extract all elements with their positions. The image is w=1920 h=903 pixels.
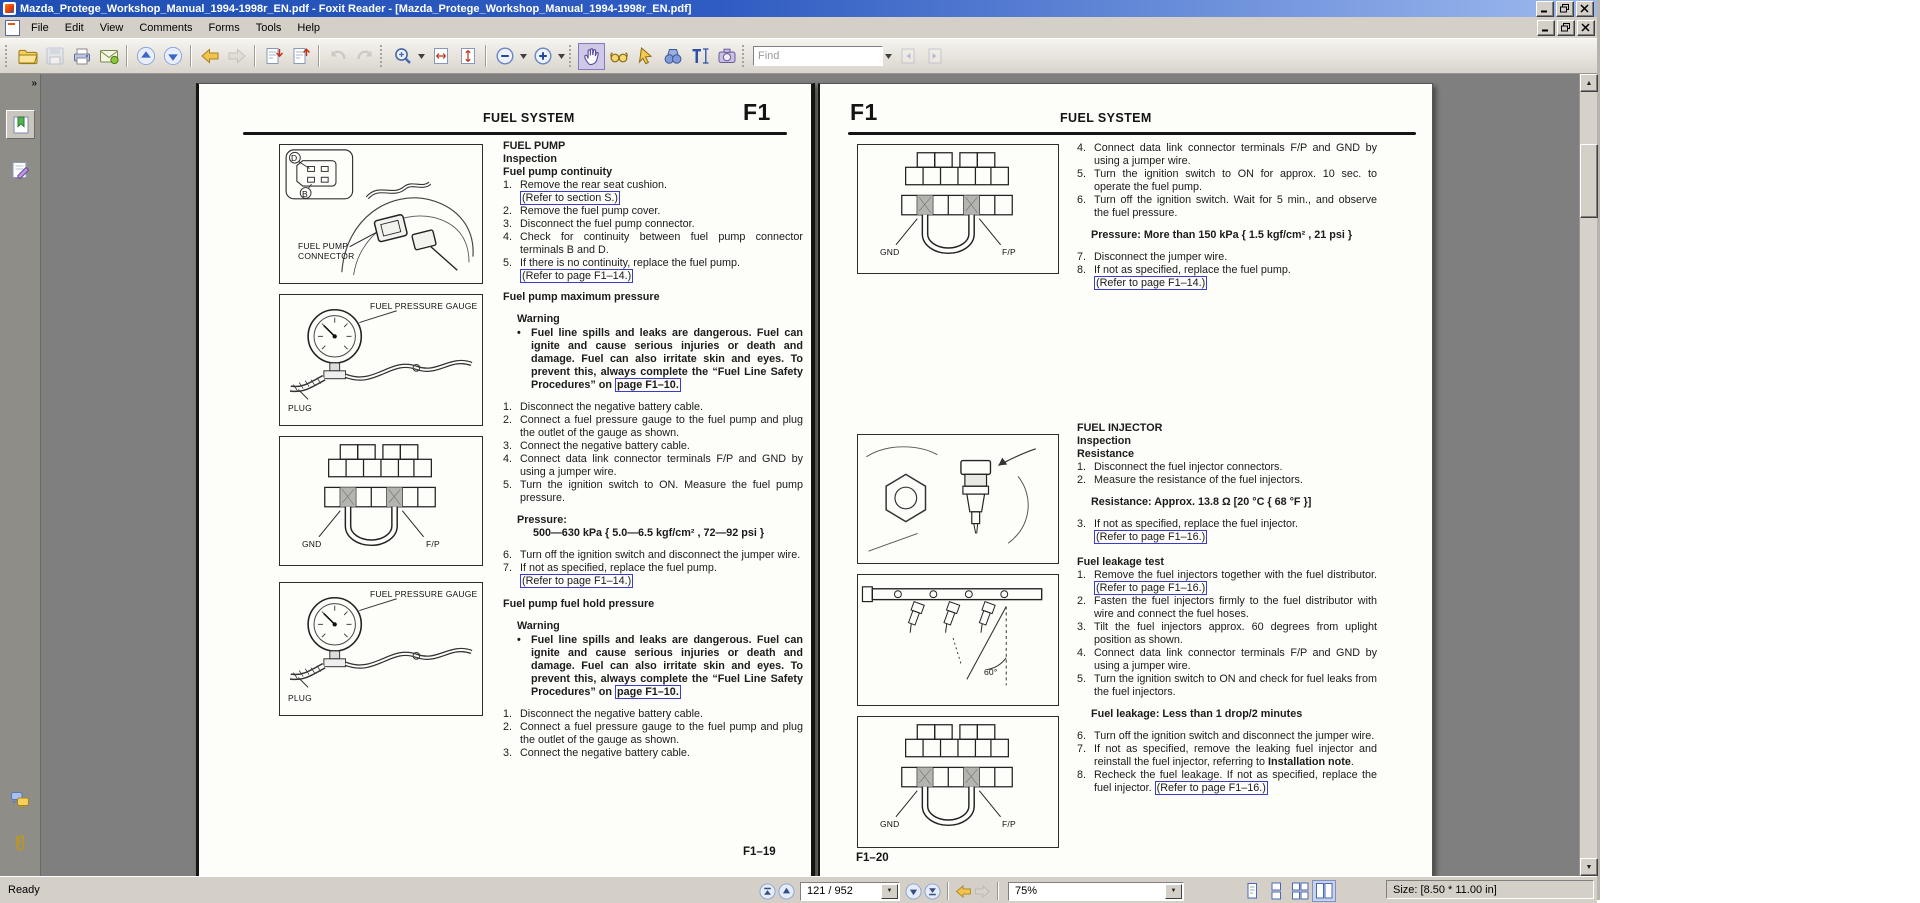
- glasses-icon: [608, 45, 630, 67]
- facing-layout-button[interactable]: [1312, 880, 1336, 902]
- figure-label: CONNECTOR: [298, 251, 355, 261]
- list-item: 2. Measure the resistance of the fuel injectors.: [1077, 474, 1303, 486]
- find-input[interactable]: [753, 46, 883, 66]
- list-item: 6. Turn off the ignition switch. Wait for 5 min., and observe the fuel pressure.: [1077, 194, 1377, 219]
- text-select-icon: [689, 45, 711, 67]
- list-item: 6. Turn off the ignition switch and disconnect the jumper wire.: [503, 549, 801, 561]
- toolbar-grip: [5, 45, 11, 67]
- comments-panel-button[interactable]: [6, 156, 33, 183]
- redo-button[interactable]: [351, 43, 378, 70]
- warning-text: Fuel line spills and leaks are dangerous. Fuel can ignite and cause serious injuries or death and damage. Fuel can also irritate skin and eyes. To prevent this, always complete the “Fuel Line Safety Procedures” on: [531, 634, 803, 698]
- figure-label: GND: [302, 539, 322, 549]
- last-page-button[interactable]: [923, 882, 942, 901]
- warning-block: Warning • Fuel line spills and leaks are dangerous. Fuel can ignite and cause serious injuries or death and damage. Fuel can also irritate skin and eyes. To prevent this, always complete the “Fuel Line Safety Procedures” on page F1–10.: [517, 620, 803, 698]
- heading: Fuel pump fuel hold pressure: [503, 598, 655, 610]
- figure-label: FUEL PRESSURE GAUGE: [370, 589, 478, 599]
- toolbar-separator: [485, 45, 487, 67]
- menu-bar: [0, 17, 1597, 38]
- paperclip-icon: [9, 832, 31, 854]
- zoom-in-dropdown[interactable]: [556, 44, 567, 69]
- previous-page-button[interactable]: [777, 882, 796, 901]
- toolbar-grip: [380, 45, 386, 67]
- figure-fuel-pressure-gauge: [279, 582, 483, 716]
- status-bar: [0, 876, 1597, 903]
- redo-icon: [354, 45, 376, 67]
- list-item: 3. Connect the negative battery cable.: [503, 747, 690, 759]
- print-icon: [71, 45, 93, 67]
- heading: Inspection: [503, 153, 557, 165]
- email-button[interactable]: [95, 43, 122, 70]
- zoom-level-field[interactable]: 75% ▼: [1008, 882, 1184, 901]
- chevron-down-icon: [520, 54, 527, 59]
- document-area[interactable]: [41, 74, 1579, 876]
- continuous-pages-icon: [1266, 882, 1286, 900]
- list-item: 4. Connect data link connector terminals F/P and GND by using a jumper wire.: [503, 453, 803, 478]
- fit-width-icon: [430, 45, 452, 67]
- back-arrow-icon: [954, 882, 973, 901]
- zoom-out-icon: [494, 45, 516, 67]
- page-number: F1–20: [856, 852, 889, 864]
- list-item: 4. Connect data link connector terminals F/P and GND by using a jumper wire.: [1077, 647, 1377, 672]
- page-size-label: Size: [8.50 * 11.00 in]: [1386, 880, 1594, 899]
- heading: Inspection: [1077, 435, 1131, 447]
- next-view-button[interactable]: [973, 882, 992, 901]
- list-item: 2. Connect a fuel pressure gauge to the fuel pump and plug the outlet of the gauge as shown.: [503, 721, 803, 746]
- spec-line: Resistance: Approx. 13.8 Ω [20 °C { 68 °F }]: [1091, 496, 1312, 508]
- warning-title: Warning: [517, 313, 560, 325]
- open-folder-icon: [17, 45, 39, 67]
- heading: FUEL PUMP: [503, 140, 566, 152]
- last-page-icon: [924, 883, 941, 900]
- list-item: 2. Remove the fuel pump cover.: [503, 205, 661, 217]
- figure-label: F/P: [1002, 247, 1016, 257]
- page-number: F1–19: [743, 846, 776, 858]
- zoom-out-dropdown[interactable]: [518, 44, 529, 69]
- next-page-icon: [905, 883, 922, 900]
- list-item: 3. Connect the negative battery cable.: [503, 440, 690, 452]
- fit-page-button[interactable]: [454, 43, 481, 70]
- figure-label: GND: [880, 247, 900, 257]
- restore-button[interactable]: [1556, 1, 1574, 17]
- list-item: 5. Turn the ignition switch to ON for approx. 10 sec. to operate the fuel pump.: [1077, 168, 1377, 193]
- expand-panel-icon[interactable]: »: [31, 78, 37, 89]
- header-rule: [243, 132, 787, 135]
- window-title: Mazda_Protege_Workshop_Manual_1994-1998r_EN.pdf - Foxit Reader - [Mazda_Protege_Workshop_Manual_1994-1998r_EN.pdf]: [20, 2, 692, 15]
- chevron-down-icon[interactable]: ▼: [1165, 884, 1182, 899]
- figure-label: PLUG: [288, 403, 312, 413]
- first-page-icon: [759, 883, 776, 900]
- fit-page-icon: [457, 45, 479, 67]
- statusbar-separator: [997, 882, 999, 900]
- list-item: 6. Turn off the ignition switch and disconnect the jumper wire.: [1077, 730, 1375, 742]
- fit-width-button[interactable]: [427, 43, 454, 70]
- pdf-page-right: [818, 83, 1433, 876]
- list-item: 7. If not as specified, replace the fuel pump.: [503, 562, 717, 574]
- mdi-minimize-button[interactable]: [1537, 20, 1555, 36]
- foxit-app-icon: [3, 2, 16, 15]
- toolbar-separator: [254, 45, 256, 67]
- figure-data-link-connector: [279, 436, 483, 566]
- bookmarks-panel-button[interactable]: [6, 110, 35, 139]
- list-item: 3. If not as specified, replace the fuel injector.: [1077, 518, 1299, 530]
- continuous-layout-button[interactable]: [1264, 880, 1288, 902]
- zoom-in-button[interactable]: [529, 43, 556, 70]
- figure-fuel-pump-connector: [279, 144, 483, 284]
- heading: Resistance: [1077, 448, 1135, 460]
- pdf-page-left: [196, 83, 815, 876]
- list-item: 8. If not as specified, replace the fuel pump.: [1077, 264, 1291, 276]
- forward-arrow-icon: [226, 45, 248, 67]
- hand-tool-button[interactable]: [578, 43, 605, 70]
- heading: Fuel leakage test: [1077, 556, 1165, 568]
- next-page-button[interactable]: [159, 43, 186, 70]
- list-item: 4. Connect data link connector terminals F/P and GND by using a jumper wire.: [1077, 142, 1377, 167]
- menu-forms[interactable]: Forms: [208, 21, 240, 34]
- menu-help[interactable]: Help: [297, 21, 321, 34]
- page-title: FUEL SYSTEM: [1060, 111, 1152, 125]
- navigation-sidebar: [0, 74, 41, 876]
- section-code: F1: [743, 99, 771, 125]
- figure-label: PLUG: [288, 693, 312, 703]
- text-column: [1077, 142, 1377, 795]
- list-item: 5. If there is no continuity, replace the fuel pump.: [503, 257, 741, 269]
- search-button[interactable]: [659, 43, 686, 70]
- select-tool-button[interactable]: [632, 43, 659, 70]
- figure-fuel-injector: [857, 434, 1059, 564]
- save-icon: [44, 45, 66, 67]
- figure-fuel-pressure-gauge: [279, 294, 483, 426]
- text-select-button[interactable]: [686, 43, 713, 70]
- title-bar: [0, 0, 1597, 17]
- attachments-button[interactable]: [6, 829, 33, 856]
- list-item: 3. Tilt the fuel injectors approx. 60 degrees from uplight position as shown.: [1077, 621, 1377, 646]
- bookmarks-icon: [10, 114, 32, 136]
- hand-tool-icon: [581, 45, 603, 67]
- snapshot-button[interactable]: [713, 43, 740, 70]
- scrollbar-thumb[interactable]: [1580, 144, 1598, 218]
- statusbar-separator: [947, 882, 949, 900]
- undo-button[interactable]: [324, 43, 351, 70]
- status-text: Ready: [8, 884, 40, 896]
- find-next-icon: [924, 45, 946, 67]
- list-item: 1. Disconnect the fuel injector connectors.: [1077, 461, 1283, 473]
- comment-bubbles-icon: [9, 789, 31, 811]
- list-item: 3. Disconnect the fuel pump connector.: [503, 218, 695, 230]
- warning-text: Fuel line spills and leaks are dangerous. Fuel can ignite and cause serious injuries or death and damage. Fuel can also irritate skin and eyes. To prevent this, always complete the “Fuel Line Safety Procedures” on: [531, 327, 803, 391]
- list-item: 7. If not as specified, remove the leaking fuel injector and reinstall the fuel injector, referring to Installation note.: [1077, 743, 1377, 768]
- pin-label-b: B: [302, 189, 308, 199]
- undo-icon: [327, 45, 349, 67]
- export-data-icon: [290, 45, 312, 67]
- menu-edit[interactable]: Edit: [64, 21, 84, 34]
- spec-block: Pressure: 500—630 kPa { 5.0—6.5 kgf/cm² , 72—92 psi }: [517, 514, 765, 539]
- mdi-close-button[interactable]: [1577, 20, 1595, 36]
- page-link[interactable]: page F1–10.: [617, 379, 679, 391]
- page-link[interactable]: (Refer to page F1–16.): [1156, 782, 1266, 794]
- list-item: 1. Disconnect the negative battery cable.: [503, 401, 704, 413]
- toolbar-separator: [318, 45, 320, 67]
- menu-view[interactable]: View: [99, 21, 124, 34]
- marquee-zoom-button[interactable]: [389, 43, 416, 70]
- toolbar-grip: [569, 45, 575, 67]
- list-item: 1. Disconnect the negative battery cable.: [503, 708, 704, 720]
- single-page-layout-button[interactable]: [1240, 880, 1264, 902]
- binoculars-search-icon: [662, 45, 684, 67]
- page-up-icon: [135, 45, 157, 67]
- page-link[interactable]: (Refer to page F1–14.): [1096, 277, 1206, 289]
- reading-mode-button[interactable]: [605, 43, 632, 70]
- list-item: 2. Fasten the fuel injectors firmly to the fuel distributor with wire and connect the fuel hoses.: [1077, 595, 1377, 620]
- next-page-button[interactable]: [904, 882, 923, 901]
- scroll-down-button[interactable]: ▼: [1580, 858, 1598, 876]
- page-grid-icon: [1290, 882, 1310, 900]
- find-dropdown[interactable]: [883, 44, 894, 69]
- page-link[interactable]: (Refer to page F1–16.): [1096, 531, 1206, 543]
- forward-arrow-icon: [973, 882, 992, 901]
- page-link[interactable]: (Refer to section S.): [522, 192, 619, 204]
- continuous-facing-layout-button[interactable]: [1288, 880, 1312, 902]
- first-page-button[interactable]: [758, 882, 777, 901]
- menu-comments[interactable]: Comments: [139, 21, 193, 34]
- warning-title: Warning: [517, 620, 560, 632]
- toolbar-separator: [190, 45, 192, 67]
- figure-data-link-connector: [857, 144, 1059, 274]
- header-rule: [848, 132, 1416, 135]
- menu-tools[interactable]: Tools: [255, 21, 282, 34]
- document-icon[interactable]: [5, 20, 20, 36]
- list-item: 7. Disconnect the jumper wire.: [1077, 251, 1228, 263]
- previous-page-icon: [778, 883, 795, 900]
- facing-pages-icon: [1314, 882, 1334, 900]
- camera-snapshot-icon: [716, 45, 738, 67]
- figure-label: GND: [880, 819, 900, 829]
- toolbar-grip: [742, 45, 748, 67]
- list-item: 4. Check for continuity between fuel pump connector terminals B and D.: [503, 231, 803, 256]
- chevron-down-icon: [885, 54, 892, 59]
- find-previous-button[interactable]: [894, 43, 921, 70]
- page-link[interactable]: (Refer to page F1–14.): [522, 270, 632, 282]
- find-previous-icon: [897, 45, 919, 67]
- pin-label-d: D: [291, 153, 298, 163]
- figure-label: F/P: [1002, 819, 1016, 829]
- back-arrow-icon: [199, 45, 221, 67]
- chevron-down-icon[interactable]: ▼: [881, 884, 898, 899]
- comments-note-icon: [9, 159, 31, 181]
- figure-data-link-connector: [857, 716, 1059, 848]
- previous-view-button[interactable]: [954, 882, 973, 901]
- marquee-zoom-dropdown[interactable]: [416, 44, 427, 69]
- page-link[interactable]: (Refer to page F1–14.): [522, 575, 632, 587]
- comments-summary-button[interactable]: [6, 786, 33, 813]
- list-item: 1. Remove the fuel injectors together with the fuel distributor. (Refer to page F1–16.): [1077, 569, 1377, 594]
- minimize-button[interactable]: [1536, 1, 1554, 17]
- angle-label: 60°: [984, 667, 998, 677]
- menu-file[interactable]: File: [31, 21, 49, 34]
- spec-line: Fuel leakage: Less than 1 drop/2 minutes: [1091, 708, 1303, 720]
- close-button[interactable]: [1576, 1, 1594, 17]
- page-link[interactable]: (Refer to page F1–16.): [1096, 582, 1206, 594]
- list-item: 1. Remove the rear seat cushion.: [503, 179, 668, 191]
- find-next-button[interactable]: [921, 43, 948, 70]
- import-form-data-button[interactable]: [260, 43, 287, 70]
- previous-page-button[interactable]: [132, 43, 159, 70]
- list-item: 5. Turn the ignition switch to ON and check for fuel leaks from the fuel injectors.: [1077, 673, 1377, 698]
- list-item: 5. Turn the ignition switch to ON. Measure the fuel pump pressure.: [503, 479, 803, 504]
- toolbar: [0, 38, 1597, 74]
- list-item: 2. Connect a fuel pressure gauge to the fuel pump and plug the outlet of the gauge as shown.: [503, 414, 803, 439]
- vertical-scrollbar[interactable]: [1579, 74, 1597, 876]
- page-number-field[interactable]: 121 / 952 ▼: [800, 882, 900, 901]
- figure-label: F/P: [426, 539, 440, 549]
- print-button[interactable]: [68, 43, 95, 70]
- scroll-up-button[interactable]: ▲: [1580, 74, 1598, 92]
- chevron-down-icon: [418, 54, 425, 59]
- import-data-icon: [263, 45, 285, 67]
- emphasis-text: Installation note: [1268, 756, 1351, 768]
- heading: Fuel pump continuity: [503, 166, 613, 178]
- page-link[interactable]: page F1–10.: [617, 686, 679, 698]
- figure-label: FUEL PUMP: [298, 241, 349, 251]
- heading: Fuel pump maximum pressure: [503, 291, 660, 303]
- figure-injector-leakage-test: [857, 574, 1059, 706]
- save-button[interactable]: [41, 43, 68, 70]
- section-code: F1: [850, 99, 878, 125]
- mdi-restore-button[interactable]: [1557, 20, 1575, 36]
- cursor-arrow-icon: [635, 45, 657, 67]
- figure-label: FUEL PRESSURE GAUGE: [370, 301, 478, 311]
- go-back-button[interactable]: [196, 43, 223, 70]
- chevron-down-icon: [558, 54, 565, 59]
- email-icon: [98, 45, 120, 67]
- page-title: FUEL SYSTEM: [483, 111, 575, 125]
- warning-block: Warning • Fuel line spills and leaks are dangerous. Fuel can ignite and cause serious injuries or death and damage. Fuel can also irritate skin and eyes. To prevent this, always complete the “Fuel Line Safety Procedures” on page F1–10.: [517, 313, 803, 391]
- zoom-out-button[interactable]: [491, 43, 518, 70]
- magnifier-zoom-icon: [392, 45, 414, 67]
- text-column: [503, 140, 803, 760]
- list-item: 8. Recheck the fuel leakage. If not as specified, replace the fuel injector. (Refer to page F1–16.): [1077, 769, 1377, 794]
- export-form-data-button[interactable]: [287, 43, 314, 70]
- heading: FUEL INJECTOR: [1077, 422, 1163, 434]
- spec-line: Pressure: More than 150 kPa { 1.5 kgf/cm² , 21 psi }: [1091, 229, 1353, 241]
- toolbar-separator: [126, 45, 128, 67]
- zoom-in-icon: [532, 45, 554, 67]
- open-button[interactable]: [14, 43, 41, 70]
- go-forward-button[interactable]: [223, 43, 250, 70]
- single-page-icon: [1242, 882, 1262, 900]
- page-down-icon: [162, 45, 184, 67]
